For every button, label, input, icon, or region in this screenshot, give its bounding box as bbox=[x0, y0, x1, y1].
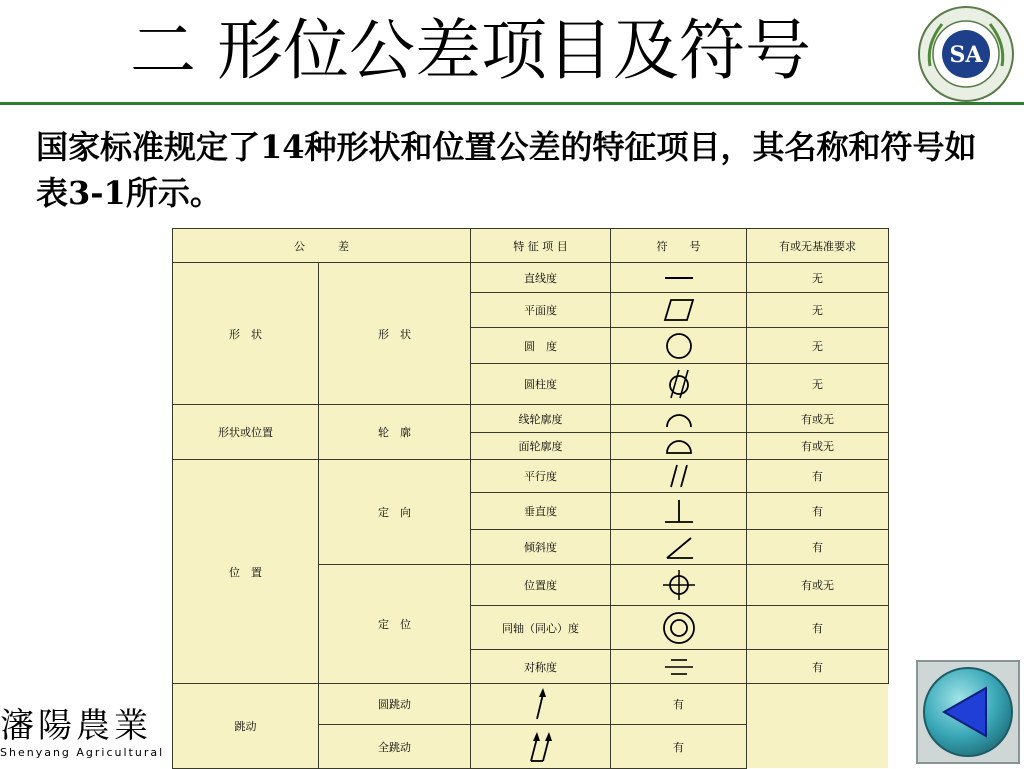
datum-cell: 无 bbox=[747, 293, 889, 328]
datum-cell: 有 bbox=[747, 493, 889, 530]
datum-cell: 有 bbox=[747, 460, 889, 493]
group-profile: 轮 廓 bbox=[319, 405, 471, 460]
concentricity-icon bbox=[659, 609, 699, 647]
symbol-cell bbox=[611, 364, 747, 405]
item-cell: 全跳动 bbox=[319, 725, 471, 769]
tolerance-table bbox=[172, 228, 889, 769]
item-cell: 平行度 bbox=[471, 460, 611, 493]
item-cell: 圆 度 bbox=[471, 328, 611, 364]
symbol-cell bbox=[611, 405, 747, 433]
datum-cell: 有或无 bbox=[747, 405, 889, 433]
parallelism-icon bbox=[659, 462, 699, 490]
datum-cell: 有或无 bbox=[747, 433, 889, 460]
symbol-cell bbox=[611, 460, 747, 493]
title-divider bbox=[0, 102, 1024, 105]
cylindricity-icon bbox=[659, 367, 699, 401]
datum-cell: 有 bbox=[747, 530, 889, 565]
group-orientation: 定 向 bbox=[319, 460, 471, 565]
item-cell: 对称度 bbox=[471, 650, 611, 684]
flatness-icon bbox=[659, 296, 699, 324]
symbol-cell bbox=[611, 293, 747, 328]
symbol-cell bbox=[611, 565, 747, 606]
logo-calligraphy: 瀋陽農業 bbox=[0, 706, 152, 746]
surface-profile-icon bbox=[659, 434, 699, 458]
datum-cell: 有 bbox=[611, 684, 747, 725]
header-symbol: 符 号 bbox=[611, 229, 747, 263]
datum-cell: 无 bbox=[747, 263, 889, 293]
item-cell: 圆跳动 bbox=[319, 684, 471, 725]
position-icon bbox=[657, 568, 701, 602]
header-item: 特 征 项 目 bbox=[471, 229, 611, 263]
university-logo bbox=[916, 4, 1016, 104]
group-position: 位 置 bbox=[173, 460, 319, 684]
group-runout: 跳动 bbox=[173, 684, 319, 769]
symmetry-icon bbox=[659, 654, 699, 680]
slide-title: 二 形位公差项目及符号 bbox=[130, 12, 811, 89]
datum-cell: 无 bbox=[747, 364, 889, 405]
straightness-icon bbox=[659, 266, 699, 290]
perpendicularity-icon bbox=[659, 496, 699, 526]
university-calligraphy-logo bbox=[0, 706, 170, 768]
symbol-cell bbox=[611, 530, 747, 565]
item-cell: 直线度 bbox=[471, 263, 611, 293]
line-profile-icon bbox=[659, 407, 699, 431]
datum-cell: 无 bbox=[747, 328, 889, 364]
datum-cell: 有 bbox=[747, 650, 889, 684]
angularity-icon bbox=[659, 532, 699, 562]
svg-text:SA: SA bbox=[949, 42, 983, 68]
item-cell: 线轮廓度 bbox=[471, 405, 611, 433]
item-cell: 圆柱度 bbox=[471, 364, 611, 405]
header-tolerance: 公 差 bbox=[173, 229, 471, 263]
header-datum: 有或无基准要求 bbox=[747, 229, 889, 263]
tolerance-table-scan bbox=[172, 228, 888, 768]
table-row bbox=[173, 405, 889, 433]
item-cell: 位置度 bbox=[471, 565, 611, 606]
table-row bbox=[173, 684, 889, 725]
symbol-cell bbox=[611, 328, 747, 364]
item-cell: 面轮廓度 bbox=[471, 433, 611, 460]
table-header-row bbox=[173, 229, 889, 263]
circular-runout-icon bbox=[521, 686, 561, 722]
item-cell: 平面度 bbox=[471, 293, 611, 328]
datum-cell: 有 bbox=[611, 725, 747, 769]
total-runout-icon bbox=[519, 729, 563, 765]
symbol-cell bbox=[611, 493, 747, 530]
logo-english-text: Shenyang Agricultural bbox=[0, 746, 165, 759]
table-row bbox=[173, 263, 889, 293]
group-form: 形 状 bbox=[173, 263, 319, 405]
symbol-cell bbox=[471, 725, 611, 769]
circularity-icon bbox=[659, 331, 699, 361]
group-form-or-position: 形状或位置 bbox=[173, 405, 319, 460]
symbol-cell bbox=[611, 263, 747, 293]
item-cell: 垂直度 bbox=[471, 493, 611, 530]
symbol-cell bbox=[611, 433, 747, 460]
group-location: 定 位 bbox=[319, 565, 471, 684]
item-cell: 倾斜度 bbox=[471, 530, 611, 565]
intro-paragraph: 国家标准规定了14种形状和位置公差的特征项目，其名称和符号如表3-1所示。 bbox=[36, 128, 977, 212]
group-form-sub: 形 状 bbox=[319, 263, 471, 405]
item-cell: 同轴（同心）度 bbox=[471, 606, 611, 650]
symbol-cell bbox=[611, 650, 747, 684]
datum-cell: 有或无 bbox=[747, 565, 889, 606]
back-button[interactable] bbox=[916, 660, 1020, 764]
table-row bbox=[173, 460, 889, 493]
symbol-cell bbox=[611, 606, 747, 650]
datum-cell: 有 bbox=[747, 606, 889, 650]
symbol-cell bbox=[471, 684, 611, 725]
